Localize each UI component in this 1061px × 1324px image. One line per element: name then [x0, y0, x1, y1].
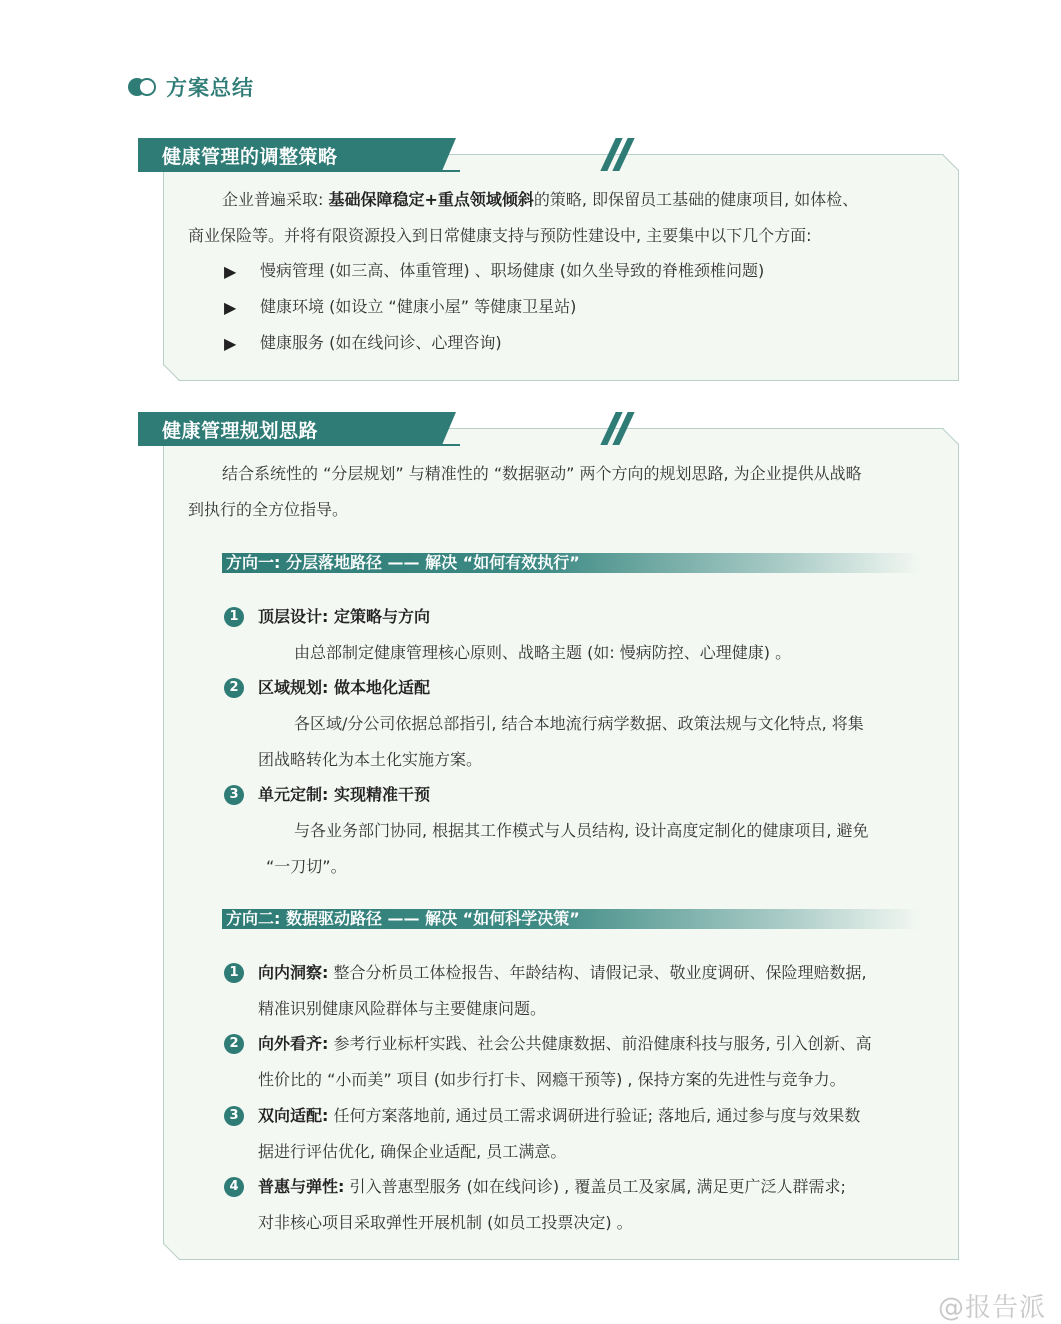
step-desc: 与各业务部门协同, 根据其工作模式与人员结构, 设计高度定制化的健康项目, 避免 [294, 821, 869, 840]
strategy-intro-line1: 企业普遍采取: 基础保障稳定+重点领域倾斜的策略, 即保留员工基础的健康项目, 如体检、 [222, 190, 859, 209]
planning-title: 健康管理规划思路 [162, 420, 319, 442]
direction1-bar [222, 553, 922, 573]
direction2-label: 方向二: 数据驱动路径 —— 解决 “如何科学决策” [226, 909, 580, 928]
step-desc: 由总部制定健康管理核心原则、战略主题 (如: 慢病防控、心理健康) 。 [294, 643, 792, 662]
watermark: @报告派 [938, 1293, 1047, 1323]
step-desc: 各区域/分公司依据总部指引, 结合本地流行病学数据、政策法规与文化特点, 将集 [294, 714, 864, 733]
step-line: 性价比的 “小而美” 项目 (如步行打卡、网瘾干预等) , 保持方案的先进性与竞争力。 [258, 1070, 846, 1089]
step-line: 向内洞察: 整合分析员工体检报告、年龄结构、请假记录、敬业度调研、保险理赔数据, [258, 963, 867, 982]
section-header [128, 72, 254, 102]
direction1-label: 方向一: 分层落地路径 —— 解决 “如何有效执行” [226, 553, 580, 572]
step-title: 顶层设计: 定策略与方向 [258, 607, 430, 626]
step-line: 据进行评估优化, 确保企业适配, 员工满意。 [258, 1142, 567, 1161]
step-number-badge: 3 [224, 785, 244, 805]
bullet-item: 健康服务 (如在线问诊、心理咨询) [260, 333, 502, 352]
step-desc: 团战略转化为本土化实施方案。 [258, 750, 483, 769]
step-number-badge: 1 [224, 963, 244, 983]
direction2-bar [222, 909, 922, 929]
strategy-title: 健康管理的调整策略 [162, 146, 338, 168]
bullet-item: 慢病管理 (如三高、体重管理) 、职场健康 (如久坐导致的脊椎颈椎问题) [260, 261, 765, 280]
bullet-item: 健康环境 (如设立 “健康小屋” 等健康卫星站) [260, 297, 577, 316]
section-title: 方案总结 [166, 76, 254, 100]
step-title: 单元定制: 实现精准干预 [258, 785, 430, 804]
step-number-badge: 3 [224, 1106, 244, 1126]
step-number-badge: 1 [224, 607, 244, 627]
bullet-arrow-icon: ▶ [224, 298, 237, 317]
bullet-arrow-icon: ▶ [224, 334, 237, 353]
step-desc: “一刀切”。 [266, 857, 347, 876]
step-number-badge: 4 [224, 1177, 244, 1197]
step-number-badge: 2 [224, 1034, 244, 1054]
planning-intro-line1: 结合系统性的 “分层规划” 与精准性的 “数据驱动” 两个方向的规划思路, 为企业提供从战略 [222, 464, 862, 483]
step-line: 精准识别健康风险群体与主要健康问题。 [258, 999, 547, 1018]
toggle-dots-icon [128, 76, 158, 98]
step-line: 普惠与弹性: 引入普惠型服务 (如在线问诊) , 覆盖员工及家属, 满足更广泛人群需求; [258, 1177, 846, 1196]
step-line: 双向适配: 任何方案落地前, 通过员工需求调研进行验证; 落地后, 通过参与度与效果数 [258, 1106, 861, 1125]
strategy-intro-line2: 商业保险等。并将有限资源投入到日常健康支持与预防性建设中, 主要集中以下几个方面: [188, 226, 812, 245]
step-line: 对非核心项目采取弹性开展机制 (如员工投票决定) 。 [258, 1213, 633, 1232]
bullet-arrow-icon: ▶ [224, 262, 237, 281]
step-number-badge: 2 [224, 678, 244, 698]
step-line: 向外看齐: 参考行业标杆实践、社会公共健康数据、前沿健康科技与服务, 引入创新、高 [258, 1034, 872, 1053]
planning-intro-line2: 到执行的全方位指导。 [188, 500, 349, 519]
step-title: 区域规划: 做本地化适配 [258, 678, 430, 697]
